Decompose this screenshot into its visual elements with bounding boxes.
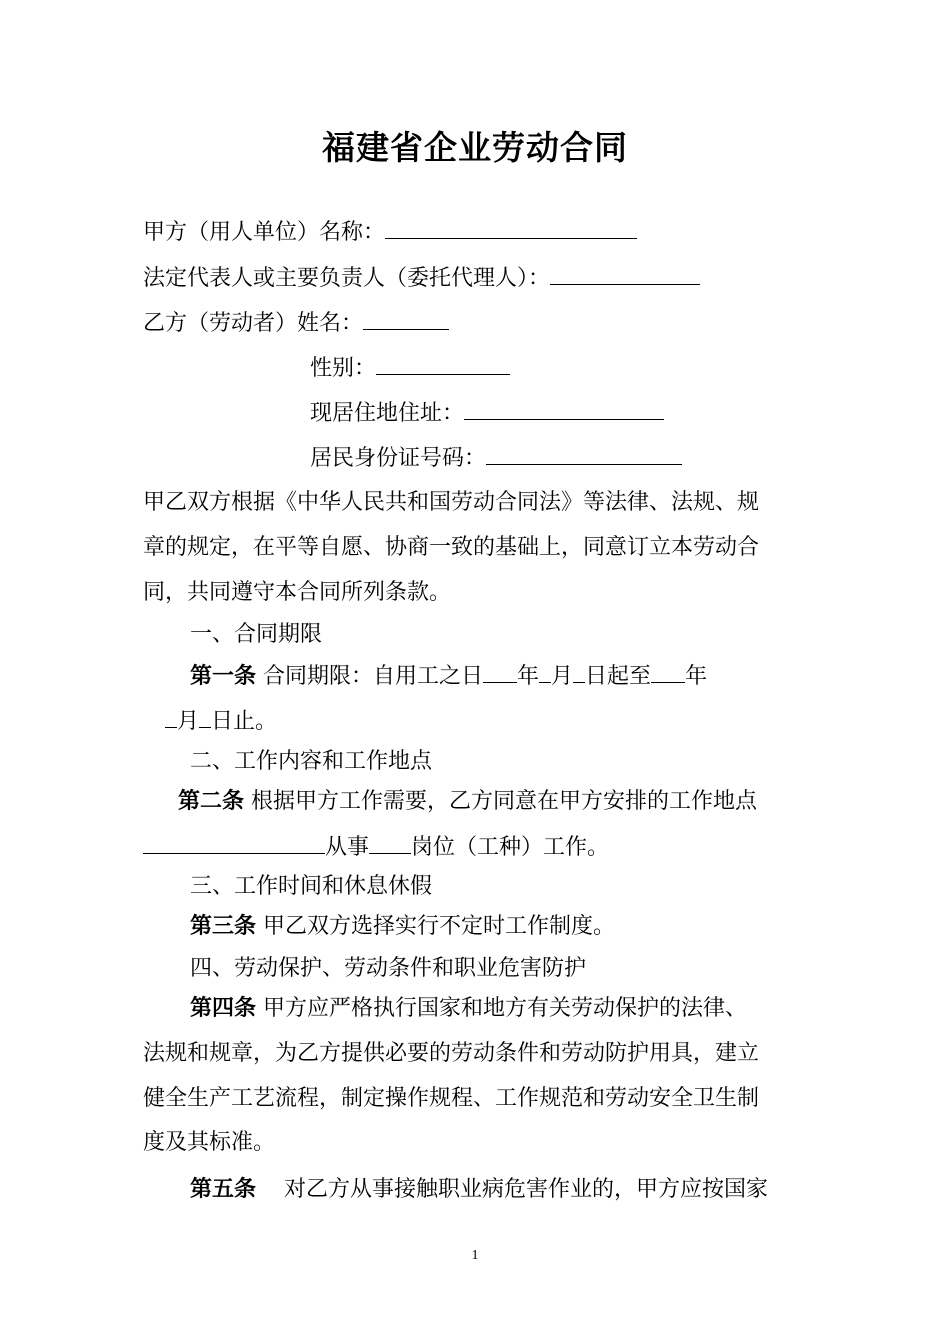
article-1-line-2 [165,705,277,737]
work-location-blank[interactable] [143,831,325,854]
article-3-line [190,912,615,942]
party-a-rep-blank[interactable] [550,262,700,285]
party-a-name-line [143,216,637,248]
article-3-text: 甲乙双方选择实行不定时工作制度。 [256,914,616,939]
start-year-blank[interactable] [483,660,517,683]
section-heading-4: 四、劳动保护、劳动条件和职业危害防护 [190,956,587,981]
start-day-blank[interactable] [573,660,585,683]
article-3-heading: 第三条 [190,914,257,939]
party-b-name-blank[interactable] [363,307,449,330]
article-4-line-3: 健全生产工艺流程，制定操作规程、工作规范和劳动安全卫生制 [143,1086,760,1111]
party-b-address-label: 现居住地住址： [310,401,465,426]
article-4-text: 甲方应严格执行国家和地方有关劳动保护的法律、 [256,996,748,1021]
page-number: 1 [471,1248,479,1263]
party-b-gender-line [310,352,510,384]
article-2-line-1 [178,787,757,817]
party-a-rep-label: 法定代表人或主要负责人（委托代理人）： [143,266,551,291]
article-1-line-1 [190,660,707,692]
section-heading-3: 三、工作时间和休息休假 [190,874,433,899]
section-heading-1: 一、合同期限 [190,622,323,647]
article-5-heading: 第五条 [190,1177,257,1202]
article-2-text: 根据甲方工作需要，乙方同意在甲方安排的工作地点 [244,789,758,814]
party-b-id-blank[interactable] [486,442,682,465]
article-4-line-1 [190,994,747,1024]
start-month-blank[interactable] [539,660,551,683]
article-2-line-2 [143,831,609,863]
party-b-address-blank[interactable] [464,397,664,420]
party-a-rep-line [143,262,700,294]
end-day-blank[interactable] [199,705,211,728]
party-b-address-line [310,397,664,429]
party-a-name-blank[interactable] [385,216,637,239]
article-4-heading: 第四条 [190,996,257,1021]
until-label: 日起至 [585,664,652,689]
intro-line-1: 甲乙双方根据《中华人民共和国劳动合同法》等法律、法规、规 [143,490,760,515]
engage-label: 从事 [325,835,370,860]
party-b-name-label: 乙方（劳动者）姓名： [143,311,364,336]
article-5-line-1 [190,1175,768,1205]
section-heading-2: 二、工作内容和工作地点 [190,749,433,774]
article-5-text: 对乙方从事接触职业病危害作业的，甲方应按国家 [256,1177,768,1202]
article-1-heading: 第一条 [190,664,257,689]
end-year-label: 年 [685,664,708,689]
month-label: 月 [551,664,574,689]
end-month-label: 月 [177,709,200,734]
party-b-id-line [310,442,682,474]
intro-line-2: 章的规定，在平等自愿、协商一致的基础上，同意订立本劳动合 [143,535,760,560]
party-b-id-label: 居民身份证号码： [310,446,487,471]
end-year-blank[interactable] [651,660,685,683]
party-b-name-line [143,307,449,339]
end-month-blank[interactable] [165,705,177,728]
party-b-gender-label: 性别： [310,356,377,381]
position-blank[interactable] [369,831,411,854]
year-label: 年 [517,664,540,689]
position-label: 岗位（工种）工作。 [411,835,610,860]
end-day-label: 日止。 [211,709,278,734]
party-b-gender-blank[interactable] [376,352,510,375]
party-a-name-label: 甲方（用人单位）名称： [143,220,386,245]
article-4-line-4: 度及其标准。 [143,1130,276,1155]
article-2-heading: 第二条 [178,789,245,814]
document-title: 福建省企业劳动合同 [322,128,628,167]
article-4-line-2: 法规和规章，为乙方提供必要的劳动条件和劳动防护用具，建立 [143,1041,760,1066]
intro-line-3: 同，共同遵守本合同所列条款。 [143,580,452,605]
article-1-text: 合同期限：自用工之日 [256,664,484,689]
